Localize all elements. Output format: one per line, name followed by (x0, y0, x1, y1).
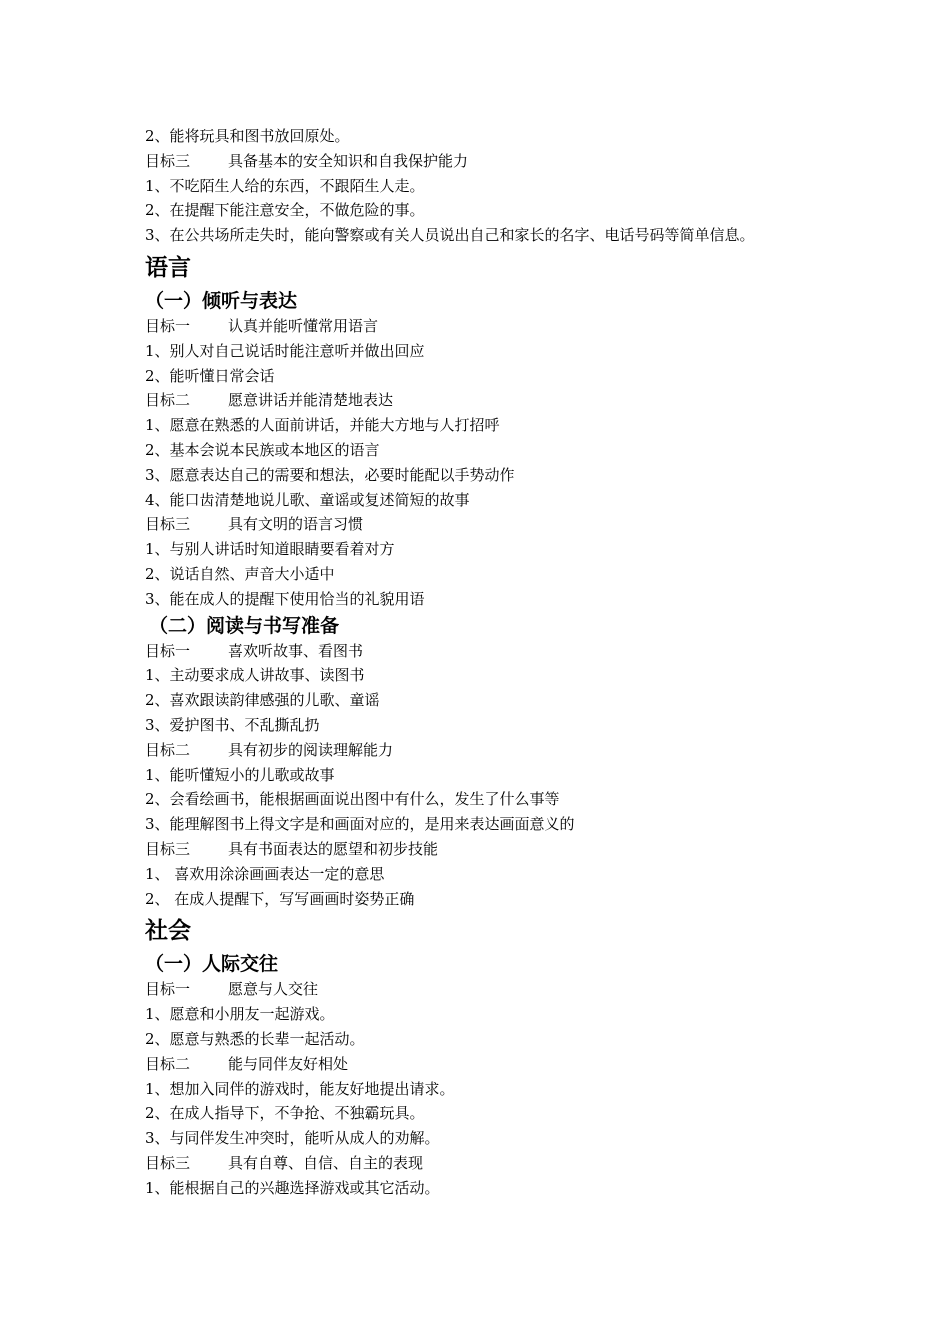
list-item: 1、愿意和小朋友一起游戏。 (145, 1005, 335, 1024)
list-item: 4、能口齿清楚地说儿歌、童谣或复述简短的故事 (145, 490, 470, 509)
goal-heading (145, 977, 845, 1002)
list-item: 2、会看绘画书，能根据画面说出图中有什么，发生了什么事等 (145, 790, 560, 809)
list-item: 2、 在成人提醒下，写写画画时姿势正确 (145, 889, 415, 908)
goal-text: 能与同伴友好相处 (228, 1054, 349, 1073)
goal-label: 目标三 (145, 1153, 191, 1172)
list-item: 1、能根据自己的兴趣选择游戏或其它活动。 (145, 1178, 440, 1197)
goal-label: 目标二 (145, 1054, 191, 1073)
goal-label: 目标一 (145, 316, 191, 335)
list-item: 2、愿意与熟悉的长辈一起活动。 (145, 1029, 365, 1048)
document-body (145, 124, 845, 1200)
list-item: 2、在成人指导下，不争抢、不独霸玩具。 (145, 1104, 425, 1123)
goal-label: 目标三 (145, 839, 191, 858)
list-item: 1、与别人讲话时知道眼睛要看着对方 (145, 540, 395, 559)
list-item: 2、基本会说本民族或本地区的语言 (145, 440, 380, 459)
goal-label: 目标二 (145, 740, 191, 759)
list-item: 2、喜欢跟读韵律感强的儿歌、童谣 (145, 691, 380, 710)
goal-heading (145, 512, 845, 537)
goal-text: 具有自尊、自信、自主的表现 (228, 1153, 424, 1172)
list-item: 1、主动要求成人讲故事、读图书 (145, 666, 365, 685)
goal-heading (145, 837, 845, 862)
list-item: 1、愿意在熟悉的人面前讲话，并能大方地与人打招呼 (145, 416, 500, 435)
subsection-title: （一）人际交往 (145, 953, 279, 976)
list-item: 3、能在成人的提醒下使用恰当的礼貌用语 (145, 589, 425, 608)
goal-heading (145, 149, 845, 174)
goal-label: 目标二 (145, 391, 191, 410)
list-item: 3、爱护图书、不乱撕乱扔 (145, 715, 320, 734)
list-item: 1、想加入同伴的游戏时，能友好地提出请求。 (145, 1079, 455, 1098)
goal-heading (145, 1052, 845, 1077)
goal-heading (145, 639, 845, 664)
list-item: 2、说话自然、声音大小适中 (145, 564, 335, 583)
goal-text: 喜欢听故事、看图书 (228, 641, 364, 660)
list-item: 3、能理解图书上得文字是和画面对应的，是用来表达画面意义的 (145, 815, 575, 834)
goal-text: 愿意讲话并能清楚地表达 (228, 391, 394, 410)
goal-text: 认真并能听懂常用语言 (228, 316, 379, 335)
goal-label: 目标一 (145, 641, 191, 660)
list-item: 3、与同伴发生冲突时，能听从成人的劝解。 (145, 1129, 440, 1148)
goal-text: 具有文明的语言习惯 (228, 515, 364, 534)
goal-label: 目标一 (145, 980, 191, 999)
list-item: 1、 喜欢用涂涂画画表达一定的意思 (145, 864, 385, 883)
list-item: 2、能听懂日常会话 (145, 366, 275, 385)
goal-text: 愿意与人交往 (228, 980, 319, 999)
list-item: 1、能听懂短小的儿歌或故事 (145, 765, 335, 784)
goal-heading (145, 388, 845, 413)
goal-heading (145, 738, 845, 763)
goal-label: 目标三 (145, 151, 191, 170)
goal-label: 目标三 (145, 515, 191, 534)
list-item: 3、愿意表达自己的需要和想法，必要时能配以手势动作 (145, 465, 515, 484)
list-item: 2、能将玩具和图书放回原处。 (145, 127, 350, 145)
section-title-society: 社会 (145, 918, 191, 945)
list-item: 1、不吃陌生人给的东西，不跟陌生人走。 (145, 176, 425, 195)
goal-text: 具备基本的安全知识和自我保护能力 (228, 151, 469, 170)
subsection-title: （二）阅读与书写准备 (149, 614, 340, 637)
section-title-language: 语言 (145, 254, 191, 281)
goal-text: 具有书面表达的愿望和初步技能 (228, 839, 439, 858)
goal-heading (145, 1151, 845, 1176)
goal-heading (145, 314, 845, 339)
subsection-title: （一）倾听与表达 (145, 289, 298, 312)
list-item: 2、在提醒下能注意安全，不做危险的事。 (145, 201, 425, 220)
goal-text: 具有初步的阅读理解能力 (228, 740, 394, 759)
list-item: 1、别人对自己说话时能注意听并做出回应 (145, 341, 425, 360)
list-item: 3、在公共场所走失时，能向警察或有关人员说出自己和家长的名字、电话号码等简单信息。 (145, 226, 755, 245)
